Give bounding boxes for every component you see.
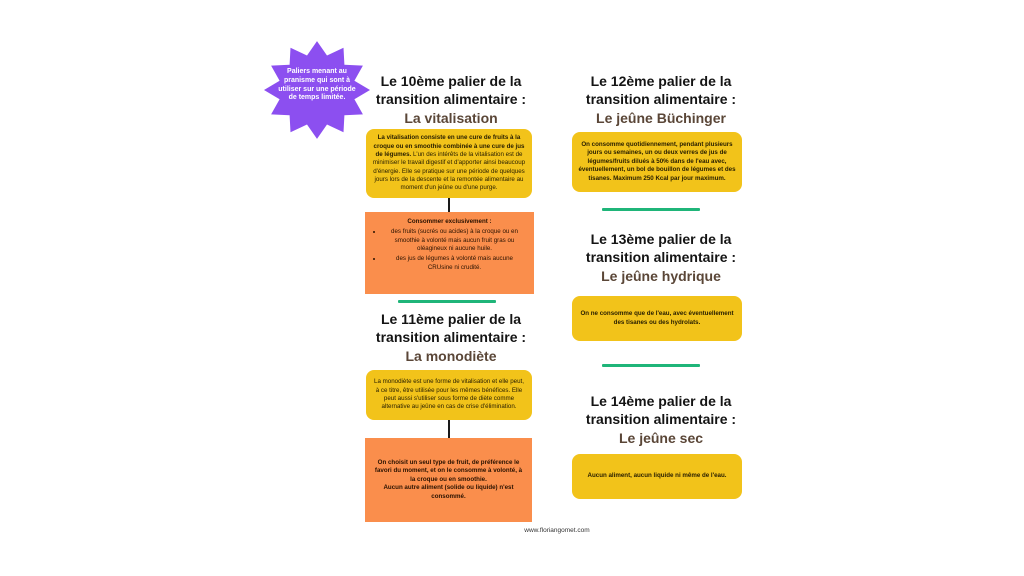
palier-10-consume-list (373, 228, 526, 272)
palier-11-description-box (366, 370, 532, 420)
palier-14-description-box (572, 454, 742, 499)
connector-line (448, 198, 450, 212)
palier-11-title: Le 11ème palier de la transition alimentaire : (375, 311, 527, 346)
palier-12-description-box (572, 132, 742, 192)
palier-12-name: Le jeûne Büchinger (596, 109, 726, 126)
star-badge-text: Paliers menant au pranisme qui sont à utiliser sur une période de temps limitée. (278, 68, 356, 102)
palier-11-description: La monodiète est une forme de vitalisation et elle peut, à ce titre, être utilisée pour les mêmes bénéfices. Elle peut aussi s'utiliser sous forme de diète comme alternative au jeûne en cas de crise d'élimination. (374, 378, 524, 411)
footer-website: www.floriangomet.com (524, 527, 590, 534)
palier-13-description-box (572, 296, 742, 341)
palier-10-consume-box (365, 212, 534, 294)
palier-10-consume-title: Consommer exclusivement : (407, 218, 492, 225)
palier-11-name: La monodiète (405, 347, 497, 364)
palier-10-name: La vitalisation (404, 109, 498, 126)
palier-11-heading (362, 310, 540, 365)
palier-13-name: Le jeûne hydrique (601, 267, 721, 284)
palier-11-detail-box (365, 438, 532, 522)
green-divider (602, 364, 700, 367)
palier-13-title: Le 13ème palier de la transition alimentaire : (585, 231, 737, 266)
connector-line (448, 420, 450, 438)
palier-14-name: Le jeûne sec (618, 429, 704, 446)
palier-12-description: On consomme quotidiennement, pendant plusieurs jours ou semaines, un ou deux verres de jus de légumes/fruits dilués à 50% dans de l'eau avec, éventuellement, un bol de bouillon de légumes et des tisanes. Maximum 250 Kcal par jour maximum. (578, 141, 736, 182)
palier-10-title: Le 10ème palier de la transition alimentaire : (375, 73, 527, 108)
palier-10-description-bold: La vitalisation consiste en une cure de fruits à la croque ou en smoothie combinée à une cure de jus de légumes. (373, 134, 525, 158)
palier-10-heading (362, 72, 540, 127)
palier-11-detail-2: Aucun autre aliment (solide ou liquide) n'est consommé. (383, 484, 514, 500)
palier-12-title: Le 12ème palier de la transition alimentaire : (585, 73, 737, 108)
palier-10-description-rest: L'un des intérêts de la vitalisation est de minimiser le travail digestif et d'apporter ainsi beaucoup d'énergie. Elle se pratique sur une période de quelques jours lors de la descente et la remontée alimentaire au moment d'un jeûne ou d'une purge. (372, 150, 526, 192)
palier-14-title: Le 14ème palier de la transition alimentaire : (585, 393, 737, 428)
palier-14-heading (572, 392, 750, 447)
palier-12-heading (572, 72, 750, 127)
palier-13-heading (572, 230, 750, 285)
palier-11-detail-1: On choisit un seul type de fruit, de préférence le favori du moment, et on le consomme à volonté, à la croque ou en smoothie. (374, 459, 523, 483)
palier-14-description: Aucun aliment, aucun liquide ni même de l'eau. (587, 472, 727, 480)
list-item: • des jus de légumes à volonté mais aucune CRUsine ni crudité. (383, 255, 526, 272)
green-divider (602, 208, 700, 211)
list-item: • des fruits (sucrés ou acides) à la croque ou en smoothie à volonté mais aucun fruit gras ou oléagineux ni aucune huile. (383, 228, 526, 253)
palier-10-description-box (366, 129, 532, 198)
green-divider (398, 300, 496, 303)
palier-13-description: On ne consomme que de l'eau, avec éventuellement des tisanes ou des hydrolats. (580, 310, 734, 326)
